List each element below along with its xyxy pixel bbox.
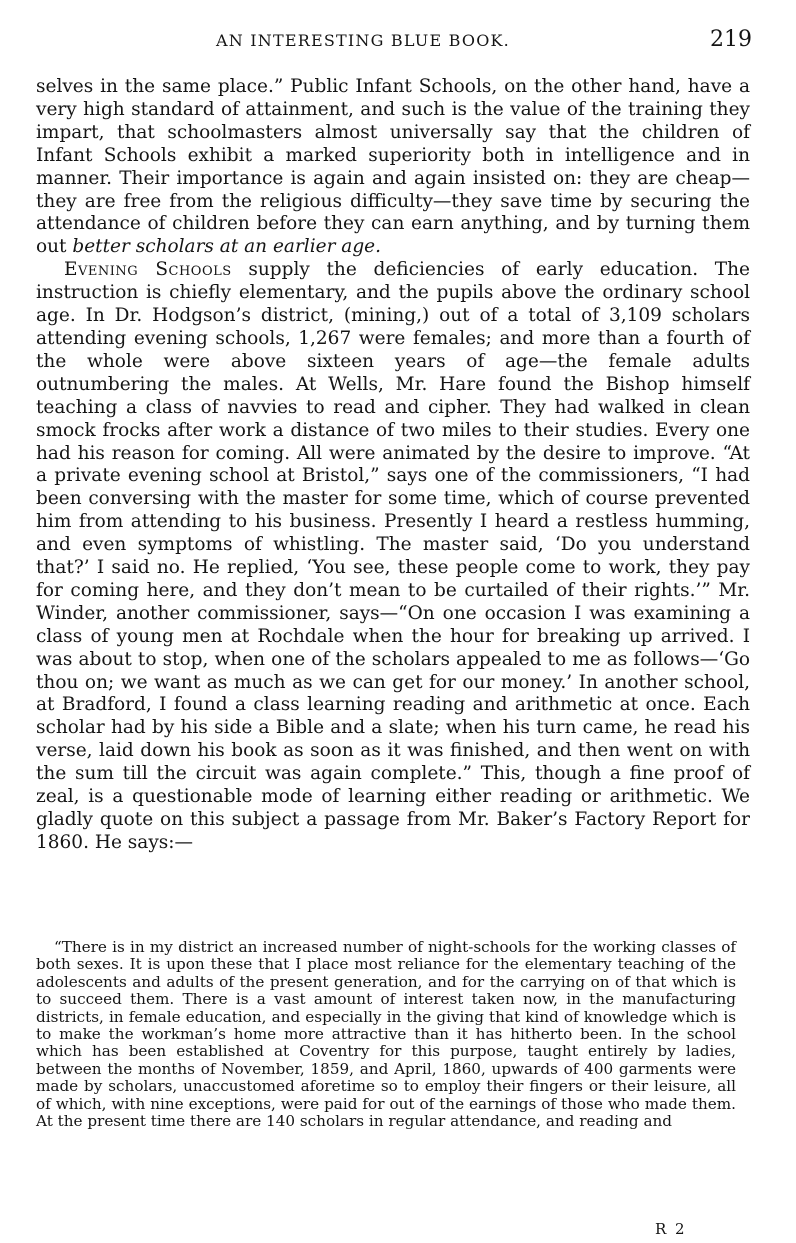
paragraph-2 xyxy=(36,259,750,855)
paragraph-1 xyxy=(36,76,750,259)
paragraph-2-lead-in: Evening Schools xyxy=(64,259,232,281)
page-number: 219 xyxy=(710,27,752,52)
running-title: AN INTERESTING BLUE BOOK. xyxy=(216,31,510,50)
paragraph-2-text: supply the deficiencies of early education. The instruction is chiefly elementary, and the pupils above the ordinary school age. In Dr. Hodgson’s district, (mining,) out of a total of 3,109 scholars attending evening schools, 1,267 were females; and more than a fourth of the whole were above sixteen years of age—the female adults outnumbering the males. At Wells, Mr. Hare found the Bishop himself teaching a class of navvies to read and cipher. They had walked in clean smock frocks after work a distance of two miles to their studies. Every one had his reason for coming. All were animated by the desire to improve. “At a private evening school at Bristol,” says one of the commissioners, “I had been conversing with the master for some time, which of course prevented him from attending to his business. Presently I heard a restless humming, and even symptoms of whistling. The master said, ‘Do you understand that?’ I said no. He replied, ‘You see, these people come to work, they pay for coming here, and they don’t mean to be curtailed of their rights.’” Mr. Winder, another commissioner, says—“On one occasion I was examining a class of young men at Rochdale when the hour for breaking up arrived. I was about to stop, when one of the scholars appealed to me as follows—‘Go thou on; we want as much as we can get for our money.’ In another school, at Bradford, I found a class learning reading and arithmetic at once. Each scholar had by his side a Bible and a slate; when his turn came, he read his verse, laid down his book as soon as it was finished, and then went on with the sum till the circuit was again complete.” This, though a fine proof of zeal, is a questionable mode of learning either reading or arithmetic. We gladly quote on this subject a passage from Mr. Baker’s Factory Report for 1860. He says:— xyxy=(36,259,750,853)
paragraph-1-italic: better scholars at an earlier age. xyxy=(72,236,381,258)
paragraph-1-text: selves in the same place.” Public Infant Schools, on the other hand, have a very high standard of attainment, and such is the value of the training they impart, that schoolmasters almost universally say that the children of Infant Schools exhibit a marked superiority both in intelligence and in manner. Their importance is again and again insisted on: they are cheap—they are free from the religious difficulty—they save time by securing the attendance of children before they can earn anything, and by turning them out xyxy=(36,76,750,258)
main-text xyxy=(36,76,750,855)
block-quote: “There is in my district an increased number of night-schools for the working classes of both sexes. It is upon these that I place most reliance for the elementary teaching of the adolescents and adults of the present generation, and for the carrying on of that which is to succeed them. There is a vast amount of interest taken now, in the manufacturing districts, in female education, and especially in the giving that kind of knowledge which is to make the workman’s home more attractive than it has hitherto been. In the school which has been established at Coventry for this purpose, taught entirely by ladies, between the months of November, 1859, and April, 1860, upwards of 400 garments were made by scholars, unaccustomed aforetime so to employ their fingers or their leisure, all of which, with nine exceptions, were paid for out of the earnings of those who made them. At the present time there are 140 scholars in regular attendance, and reading and xyxy=(36,938,736,1131)
page-header xyxy=(36,27,752,57)
signature-mark: R 2 xyxy=(655,1220,687,1238)
